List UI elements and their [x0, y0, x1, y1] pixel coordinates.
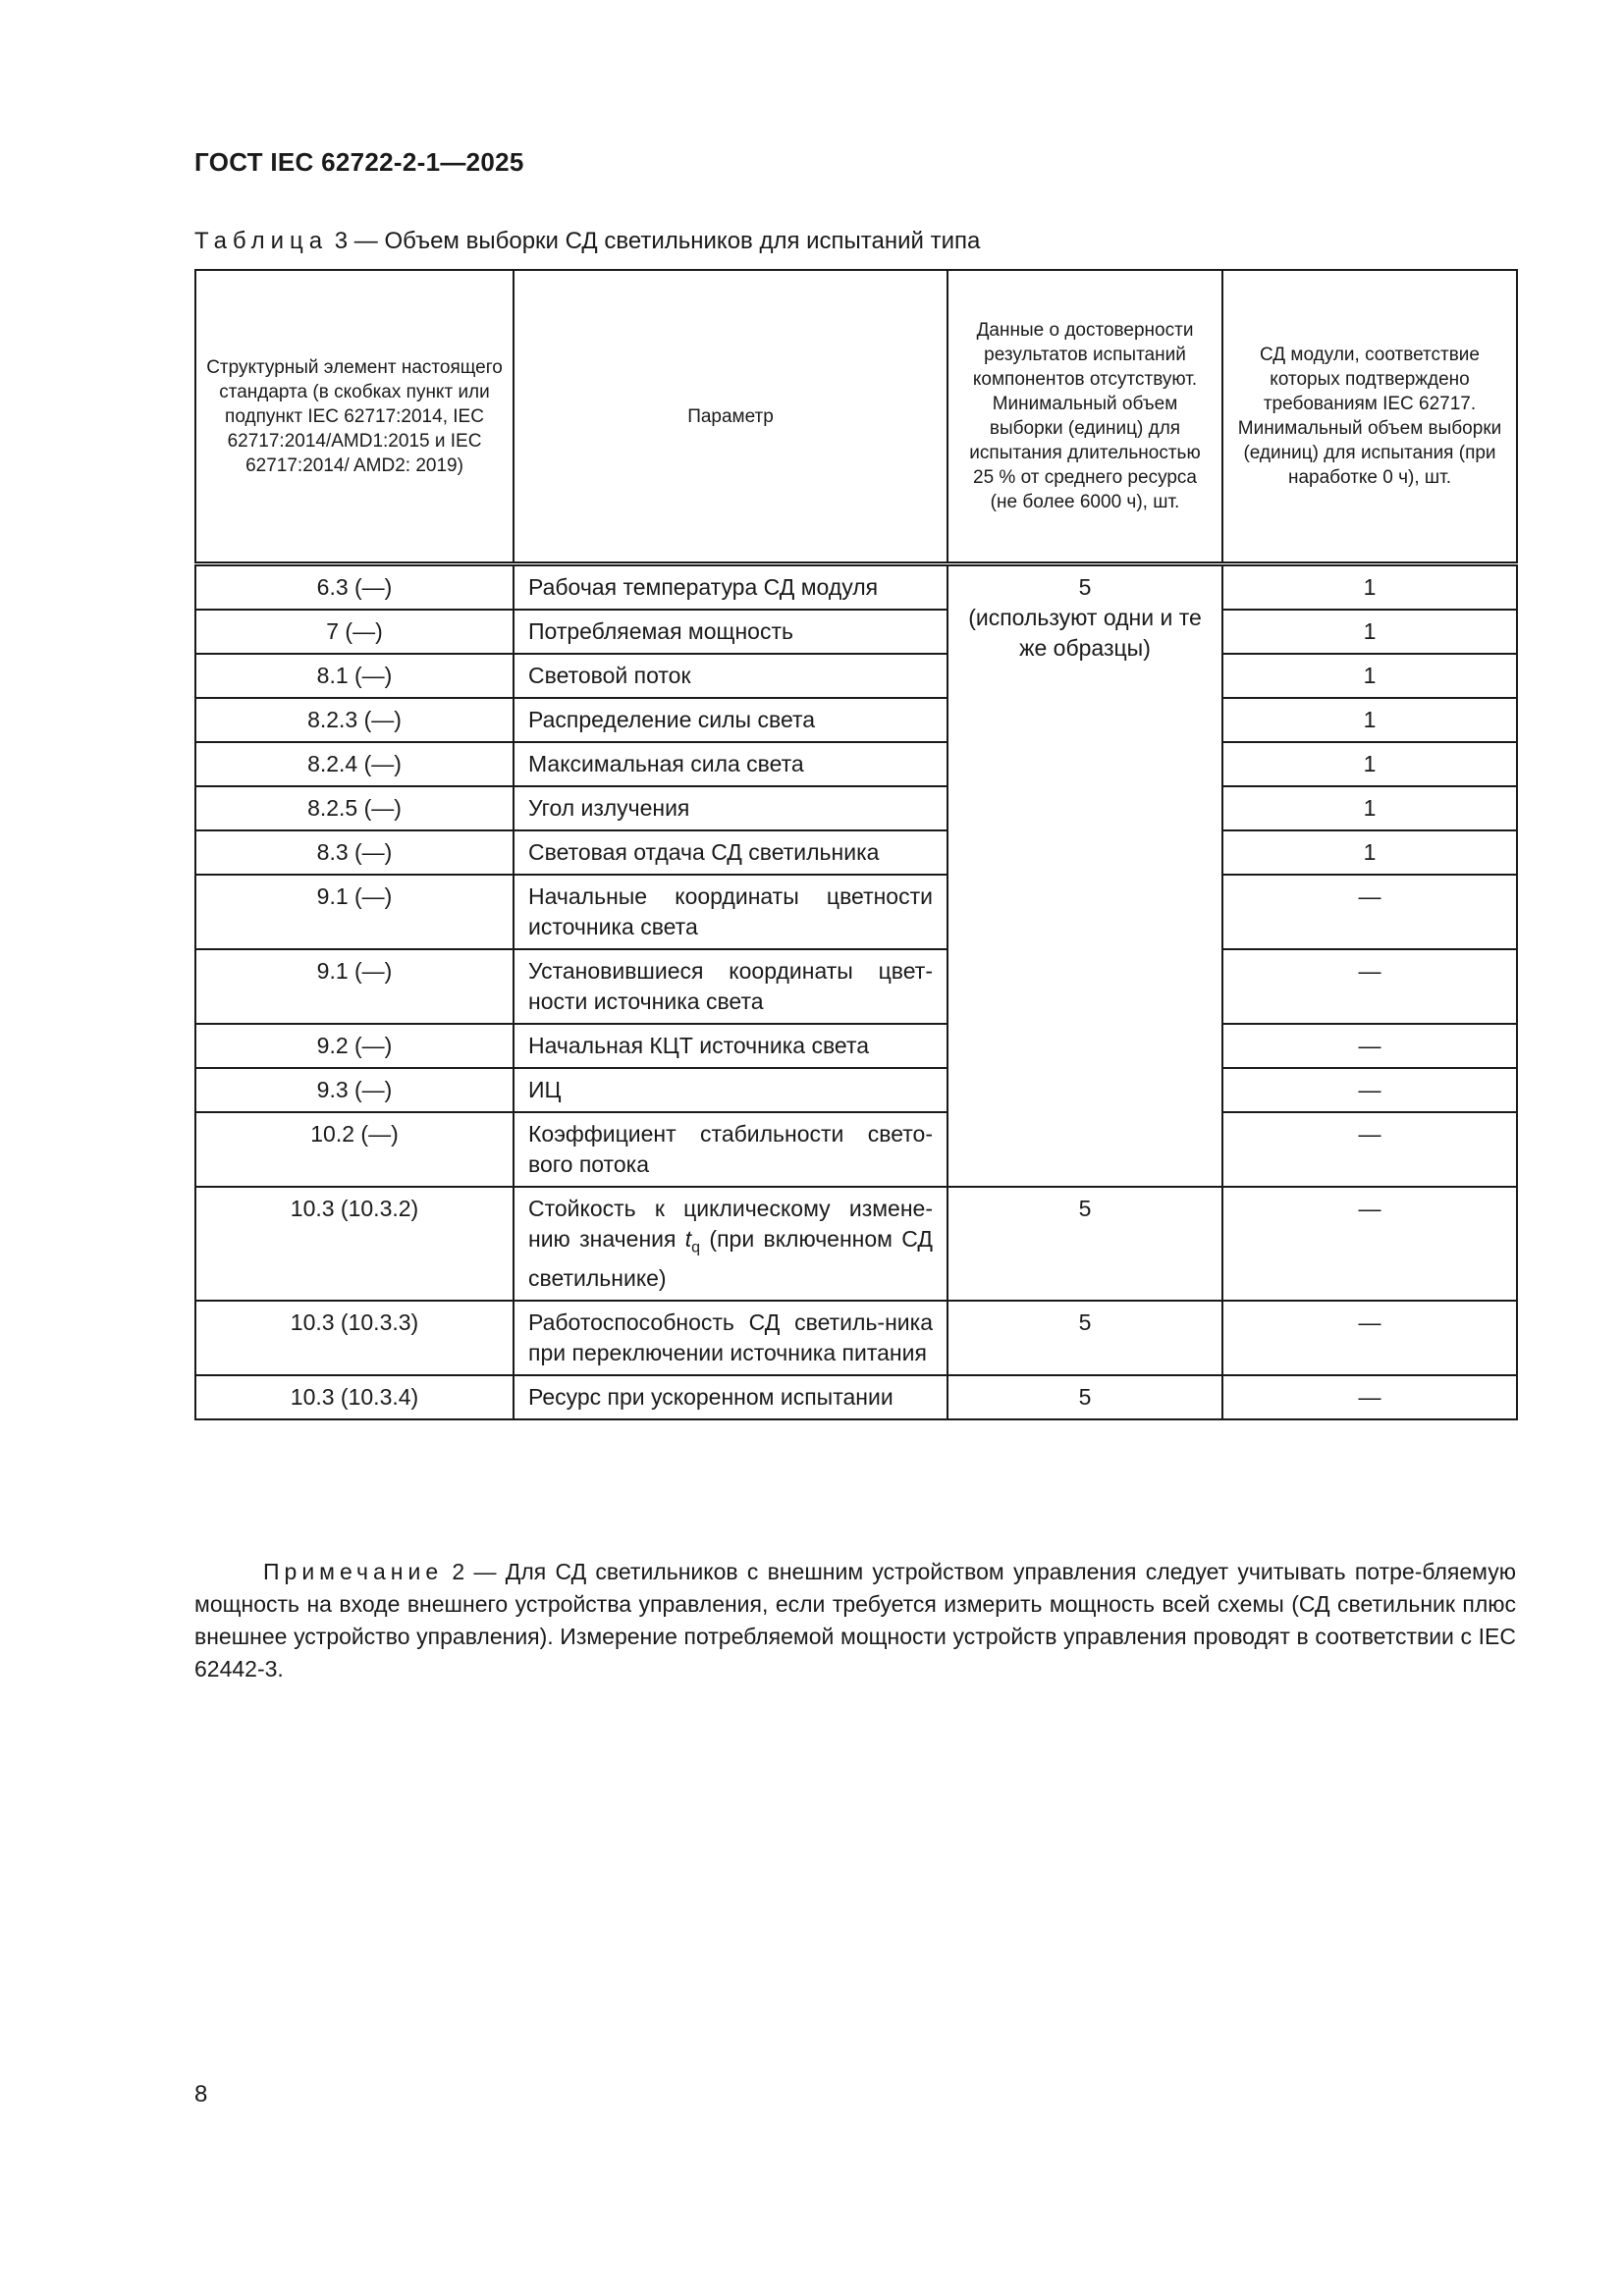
merged-sample-note: (используют одни и те же образцы): [968, 605, 1202, 661]
document-code: ГОСТ IEC 62722-2-1—2025: [194, 147, 524, 177]
table-row: [195, 1301, 1517, 1375]
cell-parameter: [514, 1187, 947, 1301]
table-row: [195, 830, 1517, 875]
table-row: [195, 698, 1517, 742]
cell-sample-size: 5: [947, 1301, 1222, 1375]
page-number: 8: [194, 2081, 208, 2108]
header-parameter: Параметр: [514, 270, 947, 564]
cell-modules-count: —: [1222, 1187, 1517, 1301]
table-caption-text: 3 — Объем выборки СД светильников для испытаний типа: [328, 228, 981, 254]
param-text-part-b: (при включенном СД светильнике): [528, 1226, 933, 1291]
header-no-component-data: Данные о достоверности результатов испытаний компонентов отсутствуют. Минимальный объем выборки (единиц) для испытания длительностью 25 % от среднего ресурса (не более 6000 ч), шт.: [947, 270, 1222, 564]
table-row: [195, 742, 1517, 786]
note-text: 2 — Для СД светильников с внешним устройством управления следует учитывать потре-бляемую мощность на входе внешнего устройства управления, если требуется измерить мощность всей схемы (СД светильник плюс внешнее устройство управления). Измерение потребляемой мощности устройств управления проводят в соответствии с IEC 62442-3.: [194, 1559, 1516, 1682]
cell-modules-count: 1: [1222, 698, 1517, 742]
cell-parameter: Максимальная сила света: [514, 742, 947, 786]
note-paragraph: [194, 1556, 1516, 1685]
header-certified-modules: СД модули, соответствие которых подтверждено требованиям IEC 62717. Минимальный объем выборки (единиц) для испытания (при наработке 0 ч), шт.: [1222, 270, 1517, 564]
sample-size-table: [194, 269, 1518, 1420]
cell-modules-count: —: [1222, 875, 1517, 949]
param-text-part-a: Стойкость к циклическому измене-нию значения: [528, 1196, 933, 1252]
cell-parameter: Начальная КЦТ источника света: [514, 1024, 947, 1068]
cell-modules-count: 1: [1222, 742, 1517, 786]
table-row: [195, 1375, 1517, 1419]
cell-element: 8.2.3 (—): [195, 698, 514, 742]
table-row: [195, 949, 1517, 1024]
cell-element: 6.3 (—): [195, 564, 514, 611]
cell-parameter: Ресурс при ускоренном испытании: [514, 1375, 947, 1419]
cell-parameter: Угол излучения: [514, 786, 947, 830]
table-row: [195, 564, 1517, 611]
cell-parameter: Коэффициент стабильности свето-вого потока: [514, 1112, 947, 1187]
cell-modules-count: —: [1222, 949, 1517, 1024]
table-row: [195, 1187, 1517, 1301]
cell-element: 10.3 (10.3.4): [195, 1375, 514, 1419]
cell-parameter: Распределение силы света: [514, 698, 947, 742]
cell-parameter: ИЦ: [514, 1068, 947, 1112]
cell-merged-sample: [947, 564, 1222, 1188]
cell-sample-size: 5: [947, 1375, 1222, 1419]
cell-modules-count: —: [1222, 1024, 1517, 1068]
symbol-subscript-q: q: [691, 1239, 701, 1256]
cell-parameter: Установившиеся координаты цвет-ности источника света: [514, 949, 947, 1024]
cell-parameter: Световой поток: [514, 654, 947, 698]
table-row: [195, 1024, 1517, 1068]
cell-modules-count: —: [1222, 1112, 1517, 1187]
cell-modules-count: 1: [1222, 786, 1517, 830]
cell-element: 8.2.5 (—): [195, 786, 514, 830]
cell-element: 8.1 (—): [195, 654, 514, 698]
cell-modules-count: —: [1222, 1301, 1517, 1375]
merged-sample-value: 5: [1078, 574, 1092, 600]
cell-modules-count: —: [1222, 1068, 1517, 1112]
cell-element: 9.1 (—): [195, 949, 514, 1024]
cell-element: 10.3 (10.3.3): [195, 1301, 514, 1375]
cell-element: 7 (—): [195, 610, 514, 654]
cell-modules-count: 1: [1222, 564, 1517, 611]
cell-parameter: Рабочая температура СД модуля: [514, 564, 947, 611]
note-label: Примечание: [263, 1559, 444, 1584]
cell-element: 9.3 (—): [195, 1068, 514, 1112]
table-row: [195, 1112, 1517, 1187]
symbol-t: t: [684, 1226, 692, 1252]
header-structural-element: Структурный элемент настоящего стандарта (в скобках пункт или подпункт IEC 62717:2014, IEC 62717:2014/AMD1:2015 и IEC 62717:2014/ AMD2: 2019): [195, 270, 514, 564]
cell-element: 10.3 (10.3.2): [195, 1187, 514, 1301]
cell-modules-count: 1: [1222, 830, 1517, 875]
cell-element: 8.3 (—): [195, 830, 514, 875]
cell-parameter: Световая отдача СД светильника: [514, 830, 947, 875]
cell-parameter: Потребляемая мощность: [514, 610, 947, 654]
table-row: [195, 654, 1517, 698]
cell-parameter: Начальные координаты цветности источника света: [514, 875, 947, 949]
cell-element: 8.2.4 (—): [195, 742, 514, 786]
cell-sample-size: 5: [947, 1187, 1222, 1301]
table-caption-label: Таблица: [194, 228, 329, 254]
cell-modules-count: 1: [1222, 654, 1517, 698]
cell-element: 9.1 (—): [195, 875, 514, 949]
cell-element: 10.2 (—): [195, 1112, 514, 1187]
table-header-row: [195, 270, 1517, 564]
table-row: [195, 1068, 1517, 1112]
cell-modules-count: 1: [1222, 610, 1517, 654]
table-caption: [194, 228, 980, 255]
table-row: [195, 610, 1517, 654]
cell-parameter: Работоспособность СД светиль-ника при переключении источника питания: [514, 1301, 947, 1375]
table-row: [195, 875, 1517, 949]
cell-element: 9.2 (—): [195, 1024, 514, 1068]
table-row: [195, 786, 1517, 830]
cell-modules-count: —: [1222, 1375, 1517, 1419]
